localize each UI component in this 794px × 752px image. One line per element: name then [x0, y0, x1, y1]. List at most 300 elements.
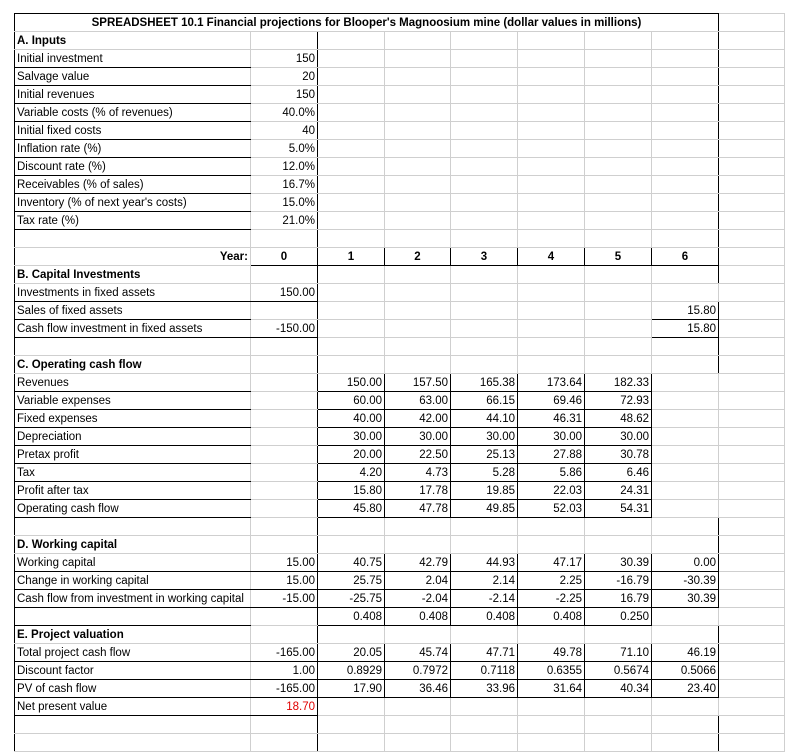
- operating-value-year4[interactable]: 5.86: [518, 464, 585, 482]
- cell[interactable]: [518, 356, 585, 374]
- cell[interactable]: [719, 680, 785, 698]
- cell[interactable]: [451, 140, 518, 158]
- operating-value-year5[interactable]: 6.46: [585, 464, 652, 482]
- valuation-value-year1[interactable]: [318, 698, 385, 716]
- cell[interactable]: [585, 734, 652, 752]
- cell[interactable]: [719, 536, 785, 554]
- cell[interactable]: [451, 266, 518, 284]
- working-value-year4[interactable]: 2.25: [518, 572, 585, 590]
- cell[interactable]: [719, 14, 785, 32]
- cell[interactable]: [385, 32, 451, 50]
- operating-value-year3[interactable]: 19.85: [451, 482, 518, 500]
- operating-value-year0[interactable]: [251, 428, 318, 446]
- working-value-year4[interactable]: 0.408: [518, 608, 585, 626]
- cell[interactable]: [318, 338, 385, 356]
- operating-value-year2[interactable]: 47.78: [385, 500, 451, 518]
- cell[interactable]: [385, 50, 451, 68]
- working-header-label[interactable]: D. Working capital: [15, 536, 251, 554]
- working-value-year5[interactable]: 0.250: [585, 608, 652, 626]
- operating-value-year5[interactable]: 24.31: [585, 482, 652, 500]
- operating-value-year1[interactable]: 45.80: [318, 500, 385, 518]
- cell[interactable]: [719, 572, 785, 590]
- working-value-year5[interactable]: 30.39: [585, 554, 652, 572]
- cell[interactable]: [719, 518, 785, 536]
- capital-value-year2[interactable]: [385, 320, 451, 338]
- cell[interactable]: [518, 734, 585, 752]
- operating-value-year6[interactable]: [652, 392, 719, 410]
- cell[interactable]: [652, 338, 719, 356]
- cell[interactable]: [451, 50, 518, 68]
- operating-value-year1[interactable]: 40.00: [318, 410, 385, 428]
- operating-value-year4[interactable]: 173.64: [518, 374, 585, 392]
- cell[interactable]: [451, 158, 518, 176]
- cell[interactable]: [652, 230, 719, 248]
- cell[interactable]: [585, 176, 652, 194]
- valuation-value-year4[interactable]: [518, 698, 585, 716]
- cell[interactable]: [719, 248, 785, 266]
- cell[interactable]: [585, 68, 652, 86]
- cell[interactable]: [652, 68, 719, 86]
- cell[interactable]: [719, 86, 785, 104]
- cell[interactable]: [719, 284, 785, 302]
- cell[interactable]: [385, 266, 451, 284]
- cell[interactable]: [518, 86, 585, 104]
- cell[interactable]: [518, 626, 585, 644]
- cell[interactable]: [652, 176, 719, 194]
- operating-value-year2[interactable]: 17.78: [385, 482, 451, 500]
- cell[interactable]: [518, 32, 585, 50]
- input-value[interactable]: 40.0%: [251, 104, 318, 122]
- cell[interactable]: [318, 626, 385, 644]
- input-label[interactable]: Inflation rate (%): [15, 140, 251, 158]
- cell[interactable]: [318, 86, 385, 104]
- input-label[interactable]: Tax rate (%): [15, 212, 251, 230]
- valuation-value-year0[interactable]: 1.00: [251, 662, 318, 680]
- cell[interactable]: [719, 68, 785, 86]
- year0-cell[interactable]: [251, 536, 318, 554]
- capital-value-year4[interactable]: [518, 302, 585, 320]
- operating-value-year0[interactable]: [251, 374, 318, 392]
- working-value-year2[interactable]: -2.04: [385, 590, 451, 608]
- operating-row-label[interactable]: Variable expenses: [15, 392, 251, 410]
- year0-cell[interactable]: [251, 626, 318, 644]
- capital-value-year1[interactable]: [318, 284, 385, 302]
- operating-value-year3[interactable]: 25.13: [451, 446, 518, 464]
- working-value-year3[interactable]: 2.14: [451, 572, 518, 590]
- input-value[interactable]: 16.7%: [251, 176, 318, 194]
- cell[interactable]: [451, 212, 518, 230]
- input-value[interactable]: 20: [251, 68, 318, 86]
- working-value-year1[interactable]: -25.75: [318, 590, 385, 608]
- input-label[interactable]: Discount rate (%): [15, 158, 251, 176]
- cell[interactable]: [451, 122, 518, 140]
- cell[interactable]: [318, 734, 385, 752]
- label-cell[interactable]: [15, 338, 251, 356]
- working-value-year3[interactable]: -2.14: [451, 590, 518, 608]
- operating-value-year5[interactable]: 30.00: [585, 428, 652, 446]
- cell[interactable]: [585, 104, 652, 122]
- capital-value-year2[interactable]: [385, 284, 451, 302]
- cell[interactable]: [518, 176, 585, 194]
- input-label[interactable]: Inventory (% of next year's costs): [15, 194, 251, 212]
- cell[interactable]: [652, 518, 719, 536]
- valuation-value-year5[interactable]: 71.10: [585, 644, 652, 662]
- cell[interactable]: [385, 536, 451, 554]
- operating-value-year3[interactable]: 66.15: [451, 392, 518, 410]
- cell[interactable]: [585, 50, 652, 68]
- operating-value-year3[interactable]: 165.38: [451, 374, 518, 392]
- operating-value-year0[interactable]: [251, 500, 318, 518]
- cell[interactable]: [652, 356, 719, 374]
- cell[interactable]: [518, 266, 585, 284]
- cell[interactable]: [451, 68, 518, 86]
- cell[interactable]: [518, 212, 585, 230]
- cell[interactable]: [318, 32, 385, 50]
- working-value-year5[interactable]: 16.79: [585, 590, 652, 608]
- cell[interactable]: [518, 68, 585, 86]
- cell[interactable]: [719, 374, 785, 392]
- working-value-year0[interactable]: 15.00: [251, 554, 318, 572]
- cell[interactable]: [451, 32, 518, 50]
- valuation-value-year1[interactable]: 0.8929: [318, 662, 385, 680]
- cell[interactable]: [518, 50, 585, 68]
- cell[interactable]: [318, 536, 385, 554]
- operating-value-year4[interactable]: 30.00: [518, 428, 585, 446]
- working-row-label[interactable]: Working capital: [15, 554, 251, 572]
- operating-value-year2[interactable]: 30.00: [385, 428, 451, 446]
- input-value[interactable]: 150: [251, 50, 318, 68]
- working-value-year5[interactable]: -16.79: [585, 572, 652, 590]
- cell[interactable]: [719, 230, 785, 248]
- cell[interactable]: [719, 32, 785, 50]
- cell[interactable]: [385, 518, 451, 536]
- year-4[interactable]: 4: [518, 248, 585, 266]
- cell[interactable]: [318, 158, 385, 176]
- working-value-year3[interactable]: 0.408: [451, 608, 518, 626]
- input-value[interactable]: 5.0%: [251, 140, 318, 158]
- operating-value-year5[interactable]: 72.93: [585, 392, 652, 410]
- cell[interactable]: [451, 518, 518, 536]
- working-row-label[interactable]: [15, 608, 251, 626]
- working-value-year3[interactable]: 44.93: [451, 554, 518, 572]
- year0-cell[interactable]: [251, 518, 318, 536]
- valuation-value-year6[interactable]: 46.19: [652, 644, 719, 662]
- cell[interactable]: [719, 500, 785, 518]
- operating-value-year0[interactable]: [251, 464, 318, 482]
- capital-value-year5[interactable]: [585, 302, 652, 320]
- valuation-row-label[interactable]: Net present value: [15, 698, 251, 716]
- cell[interactable]: [385, 716, 451, 734]
- cell[interactable]: [318, 104, 385, 122]
- cell[interactable]: [719, 122, 785, 140]
- cell[interactable]: [385, 212, 451, 230]
- valuation-value-year1[interactable]: 20.05: [318, 644, 385, 662]
- label-cell[interactable]: [15, 716, 251, 734]
- operating-value-year6[interactable]: [652, 482, 719, 500]
- cell[interactable]: [719, 428, 785, 446]
- operating-value-year0[interactable]: [251, 446, 318, 464]
- cell[interactable]: [318, 50, 385, 68]
- cell[interactable]: [385, 104, 451, 122]
- cell[interactable]: [585, 140, 652, 158]
- cell[interactable]: [719, 392, 785, 410]
- operating-row-label[interactable]: Revenues: [15, 374, 251, 392]
- operating-value-year4[interactable]: 22.03: [518, 482, 585, 500]
- operating-value-year3[interactable]: 44.10: [451, 410, 518, 428]
- working-row-label[interactable]: Change in working capital: [15, 572, 251, 590]
- cell[interactable]: [652, 194, 719, 212]
- year-6[interactable]: 6: [652, 248, 719, 266]
- capital-value-year5[interactable]: [585, 284, 652, 302]
- capital-value-year3[interactable]: [451, 320, 518, 338]
- valuation-value-year3[interactable]: 47.71: [451, 644, 518, 662]
- year0-cell[interactable]: [251, 32, 318, 50]
- cell[interactable]: [652, 266, 719, 284]
- operating-value-year1[interactable]: 20.00: [318, 446, 385, 464]
- cell[interactable]: [719, 356, 785, 374]
- cell[interactable]: [385, 140, 451, 158]
- input-label[interactable]: Salvage value: [15, 68, 251, 86]
- cell[interactable]: [518, 536, 585, 554]
- cell[interactable]: [385, 338, 451, 356]
- capital-value-year6[interactable]: [652, 284, 719, 302]
- input-label[interactable]: Receivables (% of sales): [15, 176, 251, 194]
- cell[interactable]: [318, 266, 385, 284]
- capital-value-year3[interactable]: [451, 302, 518, 320]
- operating-value-year2[interactable]: 22.50: [385, 446, 451, 464]
- operating-value-year5[interactable]: 182.33: [585, 374, 652, 392]
- valuation-value-year6[interactable]: [652, 698, 719, 716]
- cell[interactable]: [518, 140, 585, 158]
- input-value[interactable]: 40: [251, 122, 318, 140]
- working-value-year6[interactable]: 0.00: [652, 554, 719, 572]
- capital-value-year6[interactable]: 15.80: [652, 320, 719, 338]
- cell[interactable]: [719, 626, 785, 644]
- capital-value-year0[interactable]: 150.00: [251, 284, 318, 302]
- cell[interactable]: [652, 140, 719, 158]
- cell[interactable]: [719, 158, 785, 176]
- capital-value-year2[interactable]: [385, 302, 451, 320]
- cell[interactable]: [719, 194, 785, 212]
- label-cell[interactable]: [15, 518, 251, 536]
- working-value-year6[interactable]: 30.39: [652, 590, 719, 608]
- operating-value-year3[interactable]: 5.28: [451, 464, 518, 482]
- valuation-value-year3[interactable]: 0.7118: [451, 662, 518, 680]
- operating-row-label[interactable]: Operating cash flow: [15, 500, 251, 518]
- cell[interactable]: [719, 482, 785, 500]
- cell[interactable]: [719, 50, 785, 68]
- cell[interactable]: [451, 338, 518, 356]
- cell[interactable]: [318, 230, 385, 248]
- operating-value-year0[interactable]: [251, 392, 318, 410]
- cell[interactable]: [318, 716, 385, 734]
- valuation-value-year6[interactable]: 0.5066: [652, 662, 719, 680]
- operating-value-year5[interactable]: 54.31: [585, 500, 652, 518]
- operating-value-year6[interactable]: [652, 446, 719, 464]
- valuation-value-year5[interactable]: 0.5674: [585, 662, 652, 680]
- working-value-year2[interactable]: 2.04: [385, 572, 451, 590]
- working-value-year6[interactable]: -30.39: [652, 572, 719, 590]
- valuation-value-year2[interactable]: 36.46: [385, 680, 451, 698]
- operating-value-year2[interactable]: 4.73: [385, 464, 451, 482]
- valuation-value-year2[interactable]: 0.7972: [385, 662, 451, 680]
- cell[interactable]: [652, 122, 719, 140]
- operating-value-year1[interactable]: 4.20: [318, 464, 385, 482]
- cell[interactable]: [318, 140, 385, 158]
- valuation-value-year4[interactable]: 31.64: [518, 680, 585, 698]
- cell[interactable]: [719, 464, 785, 482]
- valuation-value-year4[interactable]: 0.6355: [518, 662, 585, 680]
- operating-row-label[interactable]: Profit after tax: [15, 482, 251, 500]
- cell[interactable]: [585, 32, 652, 50]
- operating-value-year2[interactable]: 42.00: [385, 410, 451, 428]
- working-value-year1[interactable]: 40.75: [318, 554, 385, 572]
- cell[interactable]: [652, 104, 719, 122]
- cell[interactable]: [585, 536, 652, 554]
- working-row-label[interactable]: Cash flow from investment in working capital: [15, 590, 251, 608]
- capital-row-label[interactable]: Cash flow investment in fixed assets: [15, 320, 251, 338]
- cell[interactable]: [451, 716, 518, 734]
- operating-value-year4[interactable]: 69.46: [518, 392, 585, 410]
- cell[interactable]: [385, 230, 451, 248]
- input-label[interactable]: Initial revenues: [15, 86, 251, 104]
- input-label[interactable]: Initial fixed costs: [15, 122, 251, 140]
- cell[interactable]: [719, 176, 785, 194]
- cell[interactable]: [652, 536, 719, 554]
- cell[interactable]: [518, 338, 585, 356]
- cell[interactable]: [585, 338, 652, 356]
- cell[interactable]: [518, 230, 585, 248]
- capital-value-year1[interactable]: [318, 320, 385, 338]
- cell[interactable]: [385, 734, 451, 752]
- capital-header-label[interactable]: B. Capital Investments: [15, 266, 251, 284]
- cell[interactable]: [318, 122, 385, 140]
- valuation-value-year5[interactable]: 40.34: [585, 680, 652, 698]
- cell[interactable]: [719, 716, 785, 734]
- operating-value-year4[interactable]: 46.31: [518, 410, 585, 428]
- operating-row-label[interactable]: Tax: [15, 464, 251, 482]
- label-cell[interactable]: [15, 230, 251, 248]
- year0-cell[interactable]: [251, 716, 318, 734]
- year0-cell[interactable]: [251, 734, 318, 752]
- cell[interactable]: [518, 194, 585, 212]
- cell[interactable]: [585, 122, 652, 140]
- cell[interactable]: [719, 698, 785, 716]
- cell[interactable]: [719, 608, 785, 626]
- cell[interactable]: [518, 716, 585, 734]
- year-3[interactable]: 3: [451, 248, 518, 266]
- cell[interactable]: [385, 176, 451, 194]
- cell[interactable]: [719, 212, 785, 230]
- valuation-value-year3[interactable]: 33.96: [451, 680, 518, 698]
- cell[interactable]: [652, 50, 719, 68]
- cell[interactable]: [652, 734, 719, 752]
- cell[interactable]: [585, 86, 652, 104]
- cell[interactable]: [318, 194, 385, 212]
- cell[interactable]: [385, 626, 451, 644]
- cell[interactable]: [719, 104, 785, 122]
- year-0[interactable]: 0: [251, 248, 318, 266]
- cell[interactable]: [719, 554, 785, 572]
- cell[interactable]: [719, 320, 785, 338]
- operating-value-year1[interactable]: 60.00: [318, 392, 385, 410]
- operating-value-year0[interactable]: [251, 410, 318, 428]
- cell[interactable]: [652, 716, 719, 734]
- operating-value-year1[interactable]: 30.00: [318, 428, 385, 446]
- cell[interactable]: [719, 302, 785, 320]
- operating-value-year1[interactable]: 150.00: [318, 374, 385, 392]
- operating-value-year6[interactable]: [652, 410, 719, 428]
- cell[interactable]: [385, 68, 451, 86]
- cell[interactable]: [318, 68, 385, 86]
- operating-value-year6[interactable]: [652, 500, 719, 518]
- cell[interactable]: [318, 176, 385, 194]
- cell[interactable]: [385, 86, 451, 104]
- cell[interactable]: [585, 716, 652, 734]
- capital-value-year5[interactable]: [585, 320, 652, 338]
- cell[interactable]: [585, 194, 652, 212]
- cell[interactable]: [518, 518, 585, 536]
- capital-row-label[interactable]: Investments in fixed assets: [15, 284, 251, 302]
- capital-value-year3[interactable]: [451, 284, 518, 302]
- cell[interactable]: [451, 104, 518, 122]
- valuation-value-year0[interactable]: -165.00: [251, 644, 318, 662]
- year-2[interactable]: 2: [385, 248, 451, 266]
- working-value-year0[interactable]: 15.00: [251, 572, 318, 590]
- input-value[interactable]: 150: [251, 86, 318, 104]
- year0-cell[interactable]: [251, 338, 318, 356]
- year-label[interactable]: Year:: [15, 248, 251, 266]
- label-cell[interactable]: [15, 734, 251, 752]
- cell[interactable]: [719, 410, 785, 428]
- working-value-year4[interactable]: 47.17: [518, 554, 585, 572]
- valuation-header-label[interactable]: E. Project valuation: [15, 626, 251, 644]
- operating-value-year6[interactable]: [652, 464, 719, 482]
- cell[interactable]: [585, 212, 652, 230]
- valuation-value-year5[interactable]: [585, 698, 652, 716]
- inputs-header-label[interactable]: A. Inputs: [15, 32, 251, 50]
- valuation-value-year0[interactable]: 18.70: [251, 698, 318, 716]
- cell[interactable]: [719, 446, 785, 464]
- cell[interactable]: [451, 86, 518, 104]
- working-value-year0[interactable]: -15.00: [251, 590, 318, 608]
- input-value[interactable]: 21.0%: [251, 212, 318, 230]
- capital-value-year0[interactable]: [251, 302, 318, 320]
- operating-value-year6[interactable]: [652, 428, 719, 446]
- cell[interactable]: [652, 158, 719, 176]
- operating-value-year0[interactable]: [251, 482, 318, 500]
- valuation-row-label[interactable]: PV of cash flow: [15, 680, 251, 698]
- valuation-row-label[interactable]: Total project cash flow: [15, 644, 251, 662]
- year-5[interactable]: 5: [585, 248, 652, 266]
- cell[interactable]: [652, 32, 719, 50]
- working-value-year4[interactable]: -2.25: [518, 590, 585, 608]
- capital-value-year1[interactable]: [318, 302, 385, 320]
- cell[interactable]: [719, 338, 785, 356]
- cell[interactable]: [719, 590, 785, 608]
- operating-value-year1[interactable]: 15.80: [318, 482, 385, 500]
- cell[interactable]: [318, 212, 385, 230]
- operating-row-label[interactable]: Pretax profit: [15, 446, 251, 464]
- operating-value-year2[interactable]: 157.50: [385, 374, 451, 392]
- cell[interactable]: [451, 356, 518, 374]
- cell[interactable]: [451, 734, 518, 752]
- cell[interactable]: [385, 356, 451, 374]
- year0-cell[interactable]: [251, 356, 318, 374]
- operating-value-year6[interactable]: [652, 374, 719, 392]
- year0-cell[interactable]: [251, 266, 318, 284]
- cell[interactable]: [652, 86, 719, 104]
